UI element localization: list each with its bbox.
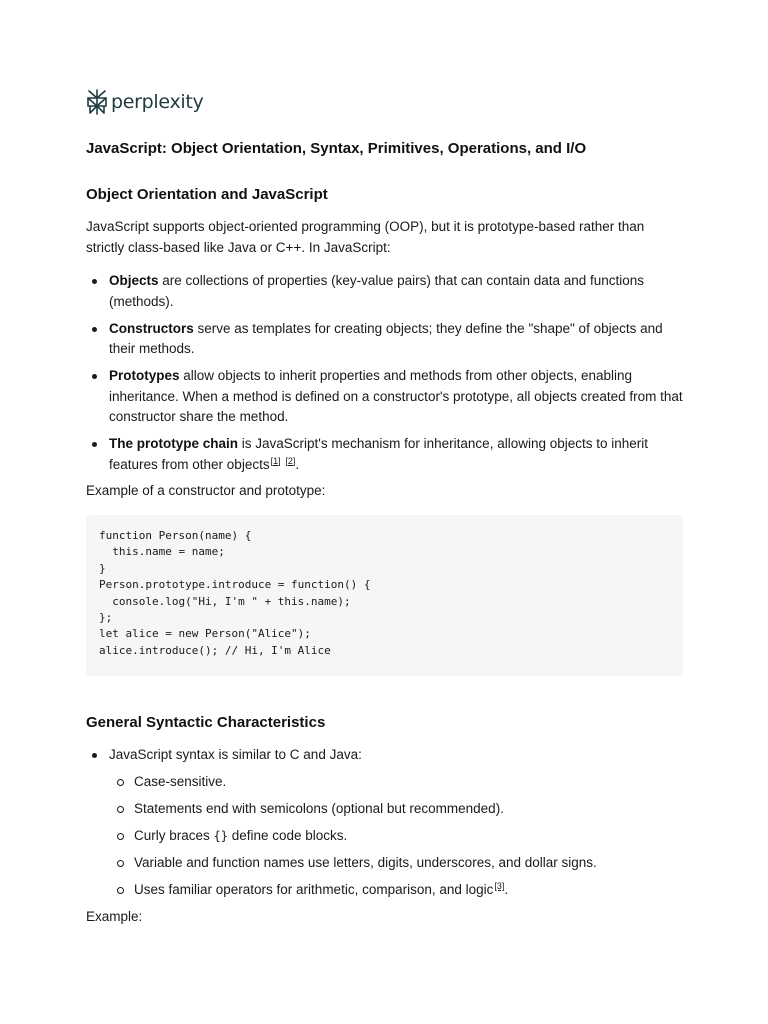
citation-link[interactable]: [2] (285, 455, 296, 466)
bullet-term: The prototype chain (109, 436, 239, 451)
syntax-bullet-list (86, 745, 686, 907)
sub-item-text: Case-sensitive. (134, 774, 227, 789)
list-item (109, 772, 686, 793)
list-item (86, 319, 686, 360)
citation-link[interactable]: [1] (270, 455, 281, 466)
sub-item-text: Variable and function names use letters, digits, underscores, and dollar signs. (134, 855, 597, 870)
sub-item-text: define code blocks. (227, 828, 348, 843)
bullet-term: Constructors (109, 320, 194, 336)
bullet-text: allow objects to inherit properties and methods from other objects, enabling inheritance. When a method is defined on a constructor's prototype, all objects created from that constructor share the method. (109, 368, 683, 424)
list-item (109, 799, 686, 820)
sub-item-text: Uses familiar operators for arithmetic, comparison, and logic (134, 882, 494, 897)
list-item: The prototype chain is JavaScript's mechanism for inheritance, allowing objects to inherit features from other objects[1] [2]. (86, 434, 686, 475)
list-item: Uses familiar operators for arithmetic, comparison, and logic[3]. (109, 880, 686, 901)
list-item (109, 826, 686, 847)
list-item (109, 853, 686, 874)
example-label: Example of a constructor and prototype: (86, 483, 326, 498)
bullet-text: are collections of properties (key-value pairs) that can contain data and functions (methods). (109, 273, 645, 309)
document-title: JavaScript: Object Orientation, Syntax, Primitives, Operations, and I/O (86, 140, 587, 157)
section-heading-object-orientation: Object Orientation and JavaScript (86, 186, 328, 203)
sub-item-text: Curly braces (134, 828, 214, 843)
perplexity-logo-icon (86, 89, 108, 115)
list-item (86, 366, 686, 428)
bullet-term: Prototypes (109, 368, 180, 383)
section-heading-syntax: General Syntactic Characteristics (86, 714, 326, 731)
list-item (86, 745, 686, 901)
syntax-sub-list (109, 772, 686, 901)
inline-code: {} (213, 829, 228, 843)
sub-item-text: Statements end with semicolons (optional but recommended). (134, 801, 504, 816)
bullet-text: is JavaScript's mechanism for inheritance, allowing objects to inherit features from other objects (109, 436, 649, 472)
bullet-term: Objects (109, 273, 159, 288)
bullet-text: serve as templates for creating objects; they define the "shape" of objects and their methods. (109, 320, 663, 356)
bullet-text: JavaScript syntax is similar to C and Java: (109, 747, 362, 762)
citation-link[interactable]: [3] (494, 881, 505, 891)
oop-bullet-list (86, 271, 686, 482)
brand-logo[interactable] (86, 89, 203, 115)
list-item (86, 271, 686, 312)
brand-name: perplexity (111, 91, 204, 113)
code-block: function Person(name) { this.name = name; } Person.prototype.introduce = function() { console.log("Hi, I'm " + this.name); }; let alice = new Person("Alice"); alice.introduce(); // Hi, I'm Alice (86, 515, 683, 676)
section-intro: JavaScript supports object-oriented programming (OOP), but it is prototype-based rather than strictly class-based like Java or C++. In JavaScript: (86, 219, 645, 255)
example-label: Example: (86, 909, 143, 924)
